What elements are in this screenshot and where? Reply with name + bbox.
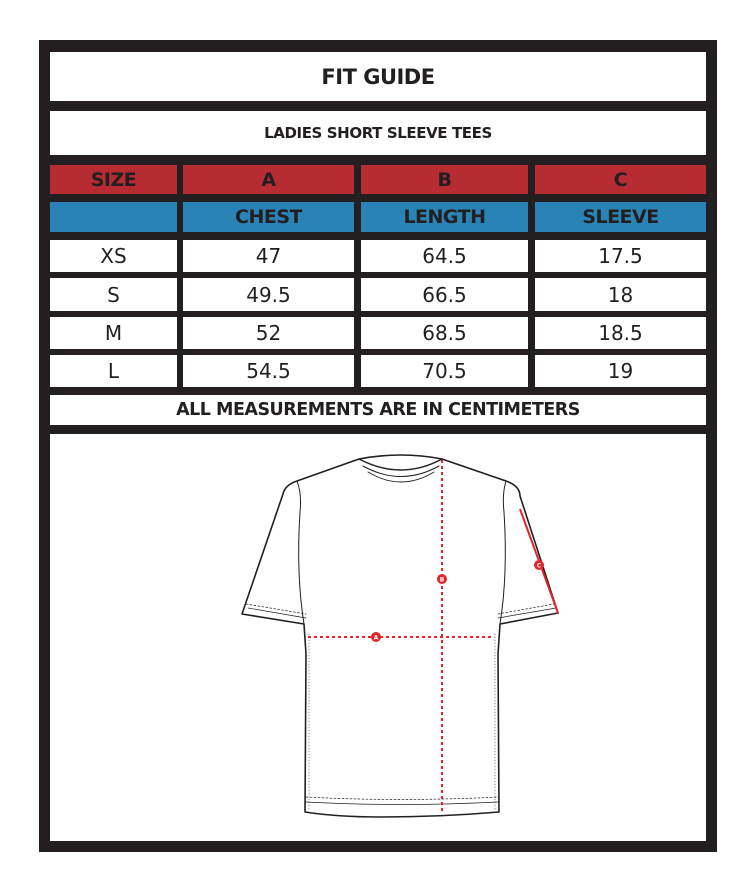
marker-c (534, 560, 544, 570)
marker-a-label: A (373, 634, 379, 642)
header-c: C (535, 165, 706, 194)
table-cell-sleeve: 17.5 (535, 240, 706, 272)
table-cell-chest: 52 (183, 317, 354, 349)
table-cell-length: 64.5 (361, 240, 528, 272)
measure-length: LENGTH (361, 202, 528, 232)
table-cell-sleeve: 18 (535, 278, 706, 311)
marker-b-label: B (439, 576, 445, 584)
marker-c-label: C (536, 562, 542, 570)
table-cell-sleeve: 18.5 (535, 317, 706, 349)
table-cell-size: L (50, 355, 177, 387)
table-cell-size: XS (50, 240, 177, 272)
table-cell-chest: 49.5 (183, 278, 354, 311)
measure-sleeve: SLEEVE (535, 202, 706, 232)
table-cell-length: 68.5 (361, 317, 528, 349)
tshirt-diagram-panel (50, 434, 706, 841)
units-note: ALL MEASUREMENTS ARE IN CENTIMETERS (50, 395, 706, 425)
tshirt-diagram (50, 434, 706, 841)
header-size: SIZE (50, 165, 177, 194)
marker-a (371, 632, 381, 642)
marker-b (437, 574, 447, 584)
table-cell-size: S (50, 278, 177, 311)
page-subtitle: LADIES SHORT SLEEVE TEES (50, 111, 706, 155)
table-cell-chest: 54.5 (183, 355, 354, 387)
table-cell-size: M (50, 317, 177, 349)
header-a: A (183, 165, 354, 194)
header-b: B (361, 165, 528, 194)
table-cell-length: 66.5 (361, 278, 528, 311)
measure-chest: CHEST (183, 202, 354, 232)
measurement-lines (308, 460, 558, 814)
measure-blank (50, 202, 177, 232)
table-cell-length: 70.5 (361, 355, 528, 387)
page-title: FIT GUIDE (50, 52, 706, 101)
table-cell-sleeve: 19 (535, 355, 706, 387)
table-cell-chest: 47 (183, 240, 354, 272)
